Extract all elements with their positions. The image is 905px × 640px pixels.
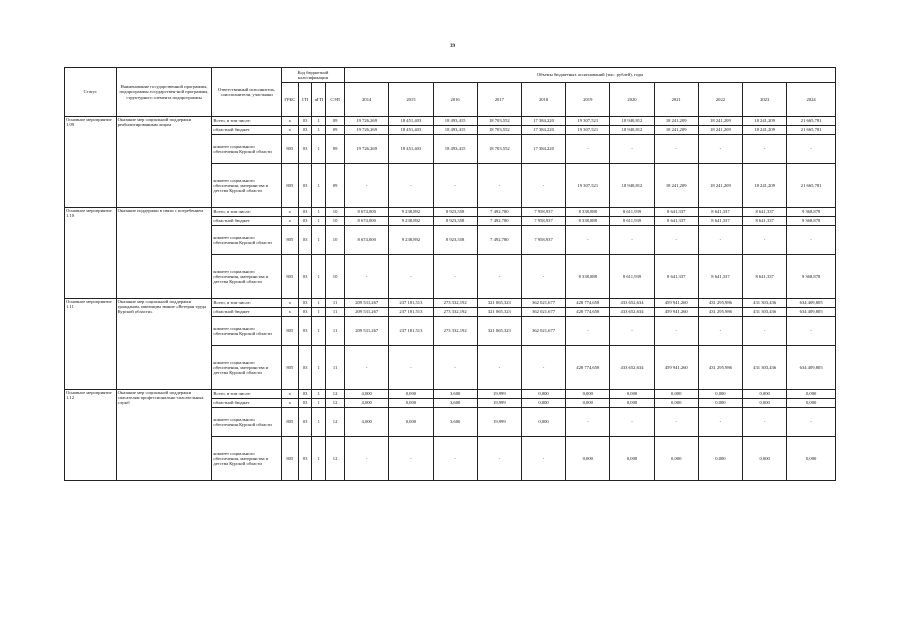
code-grbs-cell: x bbox=[281, 117, 298, 126]
value-cell: - bbox=[345, 437, 389, 481]
value-cell: 321 065,323 bbox=[477, 308, 521, 317]
value-cell: 431 295,986 bbox=[698, 308, 742, 317]
value-cell: 0,000 bbox=[389, 399, 433, 408]
value-cell: 17 384,220 bbox=[521, 117, 565, 126]
budget-table bbox=[64, 67, 836, 481]
value-cell: 237 181,513 bbox=[389, 317, 433, 346]
value-cell: - bbox=[389, 346, 433, 390]
value-cell: 0,000 bbox=[610, 437, 654, 481]
code-sep-cell: 10 bbox=[326, 217, 345, 226]
value-cell: - bbox=[698, 135, 742, 164]
value-cell: 634 409,805 bbox=[787, 308, 836, 317]
value-cell: - bbox=[787, 226, 836, 255]
header-code-sep: СЭП bbox=[326, 83, 345, 117]
value-cell: - bbox=[389, 437, 433, 481]
value-cell: 19 307,521 bbox=[566, 117, 610, 126]
code-pgp-cell: 1 bbox=[312, 437, 326, 481]
value-cell: - bbox=[610, 226, 654, 255]
code-gp-cell: 03 bbox=[298, 308, 312, 317]
value-cell: 7 492,780 bbox=[477, 217, 521, 226]
code-sep-cell: 11 bbox=[326, 346, 345, 390]
value-cell: - bbox=[743, 408, 787, 437]
measure-status: Основное мероприятие 1.11 bbox=[65, 299, 117, 390]
value-cell: 0,000 bbox=[521, 408, 565, 437]
value-cell: 8 641,337 bbox=[654, 208, 698, 217]
value-cell: 18 940,812 bbox=[610, 117, 654, 126]
code-pgp-cell: 1 bbox=[312, 135, 326, 164]
value-cell: 0,000 bbox=[698, 399, 742, 408]
value-cell: 431 303,436 bbox=[743, 346, 787, 390]
header-year: 2018 bbox=[521, 83, 565, 117]
value-cell: - bbox=[787, 135, 836, 164]
code-sep-cell: 11 bbox=[326, 308, 345, 317]
code-grbs-cell: 805 bbox=[281, 346, 298, 390]
executor-cell: областной бюджет bbox=[212, 126, 282, 135]
value-cell: - bbox=[698, 408, 742, 437]
value-cell: 0,000 bbox=[566, 437, 610, 481]
value-cell: 0,000 bbox=[787, 399, 836, 408]
value-cell: - bbox=[477, 437, 521, 481]
value-cell: 431 295,986 bbox=[698, 346, 742, 390]
table-row bbox=[65, 117, 836, 126]
header-year: 2022 bbox=[698, 83, 742, 117]
value-cell: 21 665,781 bbox=[787, 117, 836, 126]
value-cell: 19 307,521 bbox=[566, 126, 610, 135]
measure-name: Оказание поддержки в связи с погребением bbox=[116, 208, 212, 299]
table-row bbox=[65, 208, 836, 217]
value-cell: 19 726,269 bbox=[345, 135, 389, 164]
value-cell: 8 641,337 bbox=[743, 255, 787, 299]
header-year: 2024 bbox=[787, 83, 836, 117]
value-cell: 18 493,415 bbox=[433, 126, 477, 135]
code-gp-cell: 03 bbox=[298, 437, 312, 481]
code-pgp-cell: 1 bbox=[312, 255, 326, 299]
value-cell: 459 941,260 bbox=[654, 308, 698, 317]
value-cell: - bbox=[433, 164, 477, 208]
value-cell: 0,000 bbox=[698, 437, 742, 481]
value-cell: 19 726,269 bbox=[345, 117, 389, 126]
measure-name: Оказание мер социальной поддержки реабилитированным лицам bbox=[116, 117, 212, 208]
code-pgp-cell: 1 bbox=[312, 164, 326, 208]
header-code-group: Код бюджетной классификации bbox=[281, 68, 344, 83]
header-year: 2021 bbox=[654, 83, 698, 117]
value-cell: 8 338,888 bbox=[566, 208, 610, 217]
value-cell: 431 303,436 bbox=[743, 299, 787, 308]
value-cell: 21 665,781 bbox=[787, 164, 836, 208]
code-pgp-cell: 1 bbox=[312, 208, 326, 217]
value-cell: 273 332,192 bbox=[433, 299, 477, 308]
value-cell: 8 641,337 bbox=[743, 217, 787, 226]
value-cell: - bbox=[654, 317, 698, 346]
code-grbs-cell: 805 bbox=[281, 135, 298, 164]
value-cell: - bbox=[477, 164, 521, 208]
value-cell: 321 065,323 bbox=[477, 299, 521, 308]
value-cell: - bbox=[521, 164, 565, 208]
code-pgp-cell: 1 bbox=[312, 390, 326, 399]
table-row bbox=[65, 390, 836, 399]
value-cell: 428 774,658 bbox=[566, 299, 610, 308]
value-cell: 0,000 bbox=[654, 437, 698, 481]
code-gp-cell: 03 bbox=[298, 317, 312, 346]
value-cell: 459 941,260 bbox=[654, 346, 698, 390]
value-cell: 0,000 bbox=[521, 390, 565, 399]
value-cell: 4,000 bbox=[345, 408, 389, 437]
code-grbs-cell: x bbox=[281, 299, 298, 308]
value-cell: 8 674,000 bbox=[345, 226, 389, 255]
value-cell: 4,000 bbox=[345, 390, 389, 399]
value-cell: - bbox=[743, 226, 787, 255]
executor-cell: комитет социального обеспечения Курской области bbox=[212, 135, 282, 164]
header-status: Статус bbox=[65, 68, 117, 117]
value-cell: 273 332,192 bbox=[433, 317, 477, 346]
value-cell: 9 368,878 bbox=[787, 255, 836, 299]
value-cell: 18 241,209 bbox=[654, 117, 698, 126]
executor-cell: Всего, в том числе: bbox=[212, 299, 282, 308]
code-grbs-cell: 805 bbox=[281, 164, 298, 208]
value-cell: 18 703,552 bbox=[477, 117, 521, 126]
code-sep-cell: 09 bbox=[326, 164, 345, 208]
value-cell: 18 241,209 bbox=[654, 164, 698, 208]
code-gp-cell: 03 bbox=[298, 217, 312, 226]
value-cell: 8 641,337 bbox=[698, 208, 742, 217]
header-year: 2014 bbox=[345, 83, 389, 117]
value-cell: 18 241,209 bbox=[698, 126, 742, 135]
value-cell: - bbox=[345, 346, 389, 390]
value-cell: 0,000 bbox=[521, 399, 565, 408]
header-code-pgp: пГП bbox=[312, 83, 326, 117]
executor-cell: областной бюджет bbox=[212, 399, 282, 408]
code-pgp-cell: 1 bbox=[312, 308, 326, 317]
code-sep-cell: 09 bbox=[326, 126, 345, 135]
value-cell: 3,600 bbox=[433, 408, 477, 437]
value-cell: 0,000 bbox=[610, 390, 654, 399]
code-gp-cell: 03 bbox=[298, 164, 312, 208]
header-row-1 bbox=[65, 68, 836, 83]
value-cell: - bbox=[654, 408, 698, 437]
executor-cell: комитет социального обеспечения Курской области bbox=[212, 226, 282, 255]
value-cell: 431 303,436 bbox=[743, 308, 787, 317]
value-cell: 0,000 bbox=[654, 399, 698, 408]
value-cell: 7 492,780 bbox=[477, 208, 521, 217]
value-cell: 18 241,209 bbox=[654, 126, 698, 135]
code-sep-cell: 12 bbox=[326, 399, 345, 408]
value-cell: - bbox=[345, 255, 389, 299]
value-cell: 3,600 bbox=[433, 399, 477, 408]
value-cell: 362 021,677 bbox=[521, 317, 565, 346]
value-cell: 9 238,892 bbox=[389, 208, 433, 217]
code-gp-cell: 03 bbox=[298, 208, 312, 217]
value-cell: 431 295,986 bbox=[698, 299, 742, 308]
code-sep-cell: 10 bbox=[326, 226, 345, 255]
value-cell: 18 241,209 bbox=[743, 117, 787, 126]
header-year: 2015 bbox=[389, 83, 433, 117]
value-cell: - bbox=[787, 408, 836, 437]
value-cell: - bbox=[654, 226, 698, 255]
value-cell: 19 726,269 bbox=[345, 126, 389, 135]
code-gp-cell: 03 bbox=[298, 135, 312, 164]
value-cell: 9 368,878 bbox=[787, 208, 836, 217]
value-cell: 273 332,192 bbox=[433, 308, 477, 317]
code-gp-cell: 03 bbox=[298, 399, 312, 408]
value-cell: 18 451,403 bbox=[389, 126, 433, 135]
code-grbs-cell: x bbox=[281, 390, 298, 399]
measure-status: Основное мероприятие 1.09 bbox=[65, 117, 117, 208]
value-cell: - bbox=[521, 255, 565, 299]
value-cell: 18 703,552 bbox=[477, 126, 521, 135]
code-gp-cell: 03 bbox=[298, 408, 312, 437]
value-cell: 209 531,267 bbox=[345, 317, 389, 346]
value-cell: - bbox=[477, 255, 521, 299]
code-grbs-cell: 805 bbox=[281, 437, 298, 481]
value-cell: - bbox=[566, 226, 610, 255]
executor-cell: комитет социального обеспечения, материнства и детства Курской области bbox=[212, 164, 282, 208]
value-cell: 19,999 bbox=[477, 408, 521, 437]
value-cell: 8 611,939 bbox=[610, 217, 654, 226]
value-cell: 7 958,937 bbox=[521, 226, 565, 255]
value-cell: 237 181,513 bbox=[389, 308, 433, 317]
value-cell: 8 611,939 bbox=[610, 255, 654, 299]
header-volumes: Объемы бюджетных ассигнований (тыс. рублей), годы bbox=[345, 68, 836, 83]
value-cell: 0,000 bbox=[698, 390, 742, 399]
code-gp-cell: 03 bbox=[298, 299, 312, 308]
value-cell: 7 958,937 bbox=[521, 208, 565, 217]
value-cell: 237 181,513 bbox=[389, 299, 433, 308]
value-cell: 0,000 bbox=[743, 437, 787, 481]
value-cell: - bbox=[743, 135, 787, 164]
value-cell: 362 021,677 bbox=[521, 299, 565, 308]
value-cell: 0,000 bbox=[566, 390, 610, 399]
table-body bbox=[65, 117, 836, 481]
value-cell: 428 774,658 bbox=[566, 308, 610, 317]
value-cell: 18 493,415 bbox=[433, 135, 477, 164]
header-name: Наименование государственной программы, подпрограммы государствен-ной программы, структурного элемента подпрограммы bbox=[116, 68, 212, 117]
code-grbs-cell: 805 bbox=[281, 317, 298, 346]
value-cell: 0,000 bbox=[787, 437, 836, 481]
value-cell: - bbox=[610, 317, 654, 346]
value-cell: 19,999 bbox=[477, 399, 521, 408]
code-sep-cell: 09 bbox=[326, 135, 345, 164]
value-cell: 362 021,677 bbox=[521, 308, 565, 317]
code-pgp-cell: 1 bbox=[312, 408, 326, 437]
value-cell: 9 238,892 bbox=[389, 217, 433, 226]
value-cell: 433 652,634 bbox=[610, 299, 654, 308]
value-cell: 8 338,888 bbox=[566, 255, 610, 299]
value-cell: - bbox=[698, 226, 742, 255]
value-cell: 18 241,209 bbox=[743, 126, 787, 135]
value-cell: 7 492,780 bbox=[477, 226, 521, 255]
executor-cell: комитет социального обеспечения Курской области bbox=[212, 408, 282, 437]
executor-cell: областной бюджет bbox=[212, 217, 282, 226]
value-cell: 8 641,337 bbox=[654, 217, 698, 226]
value-cell: 8 611,939 bbox=[610, 208, 654, 217]
value-cell: 8 923,358 bbox=[433, 208, 477, 217]
code-pgp-cell: 1 bbox=[312, 346, 326, 390]
executor-cell: комитет социального обеспечения Курской области bbox=[212, 317, 282, 346]
header-year: 2016 bbox=[433, 83, 477, 117]
value-cell: 18 940,812 bbox=[610, 164, 654, 208]
header-year: 2023 bbox=[743, 83, 787, 117]
code-sep-cell: 10 bbox=[326, 208, 345, 217]
value-cell: 433 652,634 bbox=[610, 346, 654, 390]
code-pgp-cell: 1 bbox=[312, 226, 326, 255]
value-cell: 8 641,337 bbox=[743, 208, 787, 217]
code-sep-cell: 09 bbox=[326, 117, 345, 126]
value-cell: - bbox=[389, 164, 433, 208]
value-cell: 0,000 bbox=[610, 399, 654, 408]
code-pgp-cell: 1 bbox=[312, 217, 326, 226]
header-year: 2017 bbox=[477, 83, 521, 117]
code-sep-cell: 10 bbox=[326, 255, 345, 299]
value-cell: 459 941,260 bbox=[654, 299, 698, 308]
page-number: 39 bbox=[450, 44, 455, 49]
value-cell: 321 065,323 bbox=[477, 317, 521, 346]
header-code-grbs: ГРБС bbox=[281, 83, 298, 117]
value-cell: - bbox=[433, 437, 477, 481]
header-executor: Ответственный исполнитель, соисполнители, участники bbox=[212, 68, 282, 117]
value-cell: 433 652,634 bbox=[610, 308, 654, 317]
value-cell: 8 338,888 bbox=[566, 217, 610, 226]
value-cell: - bbox=[389, 255, 433, 299]
header-year: 2020 bbox=[610, 83, 654, 117]
code-pgp-cell: 1 bbox=[312, 117, 326, 126]
value-cell: - bbox=[610, 135, 654, 164]
value-cell: - bbox=[743, 317, 787, 346]
value-cell: 8 641,337 bbox=[654, 255, 698, 299]
value-cell: - bbox=[477, 346, 521, 390]
value-cell: 18 940,812 bbox=[610, 126, 654, 135]
executor-cell: Всего, в том числе: bbox=[212, 117, 282, 126]
value-cell: 0,000 bbox=[389, 390, 433, 399]
value-cell: 17 384,220 bbox=[521, 126, 565, 135]
value-cell: 209 531,267 bbox=[345, 299, 389, 308]
value-cell: - bbox=[566, 317, 610, 346]
value-cell: 18 241,209 bbox=[698, 164, 742, 208]
code-pgp-cell: 1 bbox=[312, 399, 326, 408]
executor-cell: комитет социального обеспечения, материнства и детства Курской области bbox=[212, 255, 282, 299]
value-cell: 8 641,337 bbox=[698, 255, 742, 299]
code-grbs-cell: 805 bbox=[281, 226, 298, 255]
code-sep-cell: 12 bbox=[326, 390, 345, 399]
value-cell: - bbox=[521, 437, 565, 481]
value-cell: 3,600 bbox=[433, 390, 477, 399]
value-cell: 8 923,358 bbox=[433, 217, 477, 226]
value-cell: 634 409,805 bbox=[787, 299, 836, 308]
executor-cell: комитет социального обеспечения, материнства и детства Курской области bbox=[212, 437, 282, 481]
code-gp-cell: 03 bbox=[298, 126, 312, 135]
executor-cell: Всего, в том числе: bbox=[212, 390, 282, 399]
code-grbs-cell: x bbox=[281, 208, 298, 217]
executor-cell: областной бюджет bbox=[212, 308, 282, 317]
code-sep-cell: 11 bbox=[326, 299, 345, 308]
measure-status: Основное мероприятие 1.10 bbox=[65, 208, 117, 299]
code-grbs-cell: 805 bbox=[281, 408, 298, 437]
value-cell: - bbox=[610, 408, 654, 437]
code-gp-cell: 03 bbox=[298, 346, 312, 390]
value-cell: 19,999 bbox=[477, 390, 521, 399]
value-cell: 18 241,209 bbox=[698, 117, 742, 126]
value-cell: 209 531,267 bbox=[345, 308, 389, 317]
value-cell: - bbox=[566, 408, 610, 437]
value-cell: 7 958,937 bbox=[521, 217, 565, 226]
code-sep-cell: 11 bbox=[326, 317, 345, 346]
executor-cell: комитет социального обеспечения, материнства и детства Курской области bbox=[212, 346, 282, 390]
code-sep-cell: 12 bbox=[326, 437, 345, 481]
header-year: 2019 bbox=[566, 83, 610, 117]
value-cell: 17 384,220 bbox=[521, 135, 565, 164]
value-cell: 428 774,658 bbox=[566, 346, 610, 390]
value-cell: 18 703,552 bbox=[477, 135, 521, 164]
value-cell: 0,000 bbox=[743, 390, 787, 399]
code-grbs-cell: x bbox=[281, 217, 298, 226]
measure-name: Оказание мер социальной поддержки спасателям профессионально-спасательных служб bbox=[116, 390, 212, 481]
value-cell: - bbox=[345, 164, 389, 208]
value-cell: 0,000 bbox=[743, 399, 787, 408]
code-grbs-cell: x bbox=[281, 126, 298, 135]
value-cell: 8 923,358 bbox=[433, 226, 477, 255]
code-gp-cell: 03 bbox=[298, 117, 312, 126]
value-cell: 18 451,403 bbox=[389, 135, 433, 164]
code-grbs-cell: x bbox=[281, 399, 298, 408]
value-cell: 8 674,000 bbox=[345, 217, 389, 226]
value-cell: - bbox=[433, 255, 477, 299]
code-pgp-cell: 1 bbox=[312, 299, 326, 308]
code-gp-cell: 03 bbox=[298, 255, 312, 299]
code-grbs-cell: 805 bbox=[281, 255, 298, 299]
code-gp-cell: 03 bbox=[298, 226, 312, 255]
value-cell: 0,000 bbox=[389, 408, 433, 437]
value-cell: 634 409,805 bbox=[787, 346, 836, 390]
value-cell: 0,000 bbox=[654, 390, 698, 399]
value-cell: 9 368,878 bbox=[787, 217, 836, 226]
value-cell: 4,000 bbox=[345, 399, 389, 408]
code-pgp-cell: 1 bbox=[312, 126, 326, 135]
value-cell: 9 238,892 bbox=[389, 226, 433, 255]
header-code-gp: ГП bbox=[298, 83, 312, 117]
value-cell: - bbox=[787, 317, 836, 346]
value-cell: 8 641,337 bbox=[698, 217, 742, 226]
value-cell: - bbox=[566, 135, 610, 164]
table-row bbox=[65, 299, 836, 308]
value-cell: 18 451,403 bbox=[389, 117, 433, 126]
measure-name: Оказание мер социальной поддержки гражданам, имеющим звание «Ветеран труда Курской области» bbox=[116, 299, 212, 390]
value-cell: - bbox=[521, 346, 565, 390]
code-grbs-cell: x bbox=[281, 308, 298, 317]
value-cell: - bbox=[433, 346, 477, 390]
executor-cell: Всего, в том числе: bbox=[212, 208, 282, 217]
value-cell: 8 674,000 bbox=[345, 208, 389, 217]
measure-status: Основное мероприятие 1.12 bbox=[65, 390, 117, 481]
code-pgp-cell: 1 bbox=[312, 317, 326, 346]
code-gp-cell: 03 bbox=[298, 390, 312, 399]
value-cell: 0,000 bbox=[566, 399, 610, 408]
value-cell: - bbox=[654, 135, 698, 164]
code-sep-cell: 12 bbox=[326, 408, 345, 437]
value-cell: 0,000 bbox=[787, 390, 836, 399]
value-cell: 18 241,209 bbox=[743, 164, 787, 208]
value-cell: 21 665,781 bbox=[787, 126, 836, 135]
value-cell: 19 307,521 bbox=[566, 164, 610, 208]
value-cell: 18 493,415 bbox=[433, 117, 477, 126]
value-cell: - bbox=[698, 317, 742, 346]
